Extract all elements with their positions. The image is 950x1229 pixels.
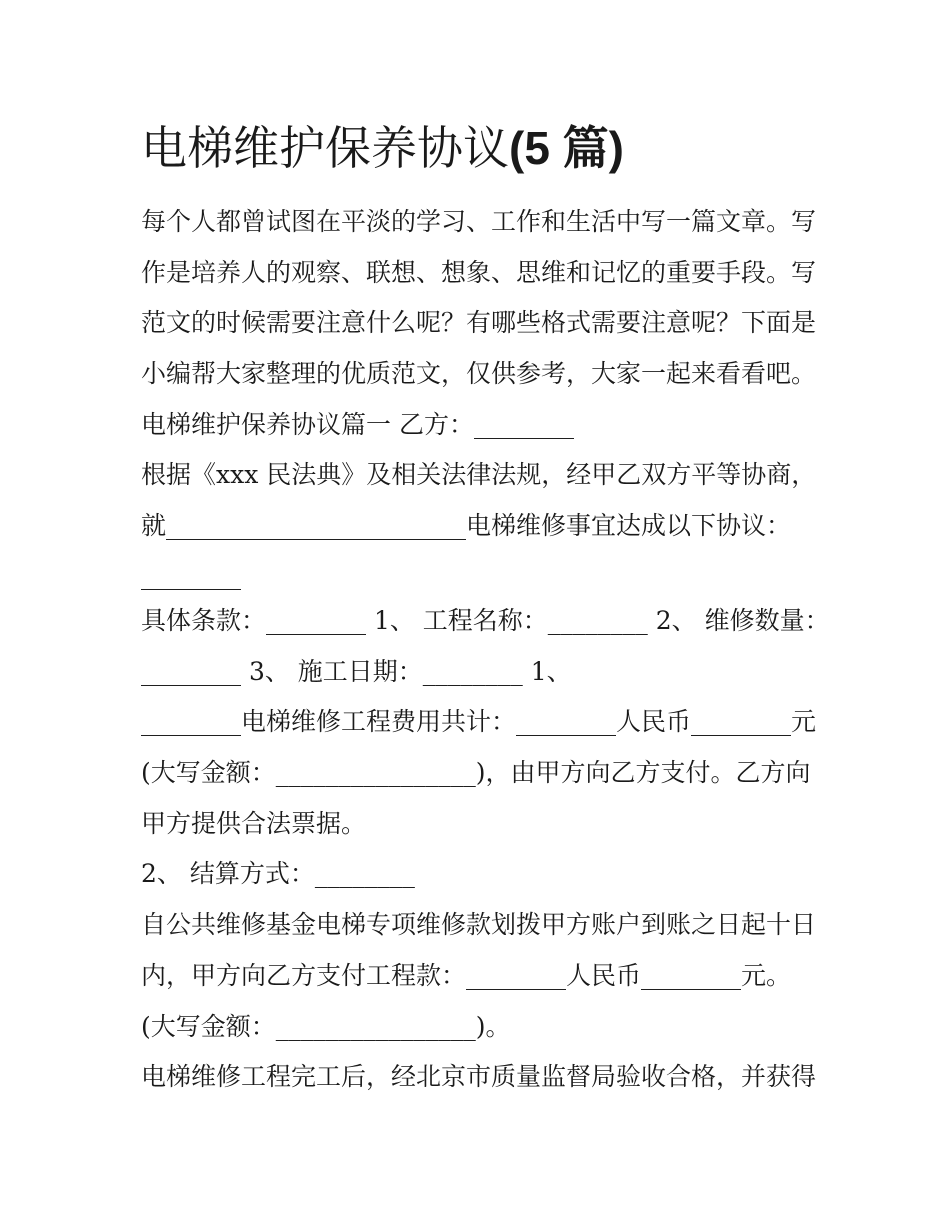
body-line: (大写金额：________________)，由甲方向乙方支付。乙方向 (141, 758, 811, 787)
body-line: 甲方提供合法票据。 (141, 809, 367, 838)
body-line: 2、 结算方式：________ (141, 859, 415, 888)
body-line: 范文的时候需要注意什么呢？有哪些格式需要注意呢？下面是 (141, 308, 817, 337)
body-line: 每个人都曾试图在平淡的学习、工作和生活中写一篇文章。写 (141, 207, 817, 236)
body-line: 具体条款：________ 1、 工程名称：________ 2、 维修数量： (141, 606, 830, 635)
body-line: 小编帮大家整理的优质范文，仅供参考，大家一起来看看吧。 (141, 359, 817, 388)
body-line: 就________________________电梯维修事宜达成以下协议： (141, 511, 792, 540)
body-line: 电梯维护保养协议篇一 乙方：________ (141, 410, 574, 439)
body-line: (大写金额：________________)。 (141, 1012, 511, 1041)
body-line: ________ (141, 561, 241, 590)
body-line: 作是培养人的观察、联想、想象、思维和记忆的重要手段。写 (141, 258, 817, 287)
document-title (141, 118, 624, 178)
title-suffix: (5 篇) (509, 122, 624, 174)
body-line: 电梯维修工程完工后，经北京市质量监督局验收合格，并获得 (141, 1062, 817, 1091)
body-line: 根据《xxx 民法典》及相关法律法规，经甲乙双方平等协商， (141, 460, 817, 489)
body-line: 内，甲方向乙方支付工程款：________人民币________元。 (141, 961, 792, 990)
body-line: ________ 3、 施工日期：________ 1、 (141, 657, 572, 686)
title-main: 电梯维护保养协议 (141, 121, 509, 175)
body-line: ________电梯维修工程费用共计：________人民币________元 (141, 707, 817, 736)
body-line: 自公共维修基金电梯专项维修款划拨甲方账户到账之日起十日 (141, 910, 817, 939)
